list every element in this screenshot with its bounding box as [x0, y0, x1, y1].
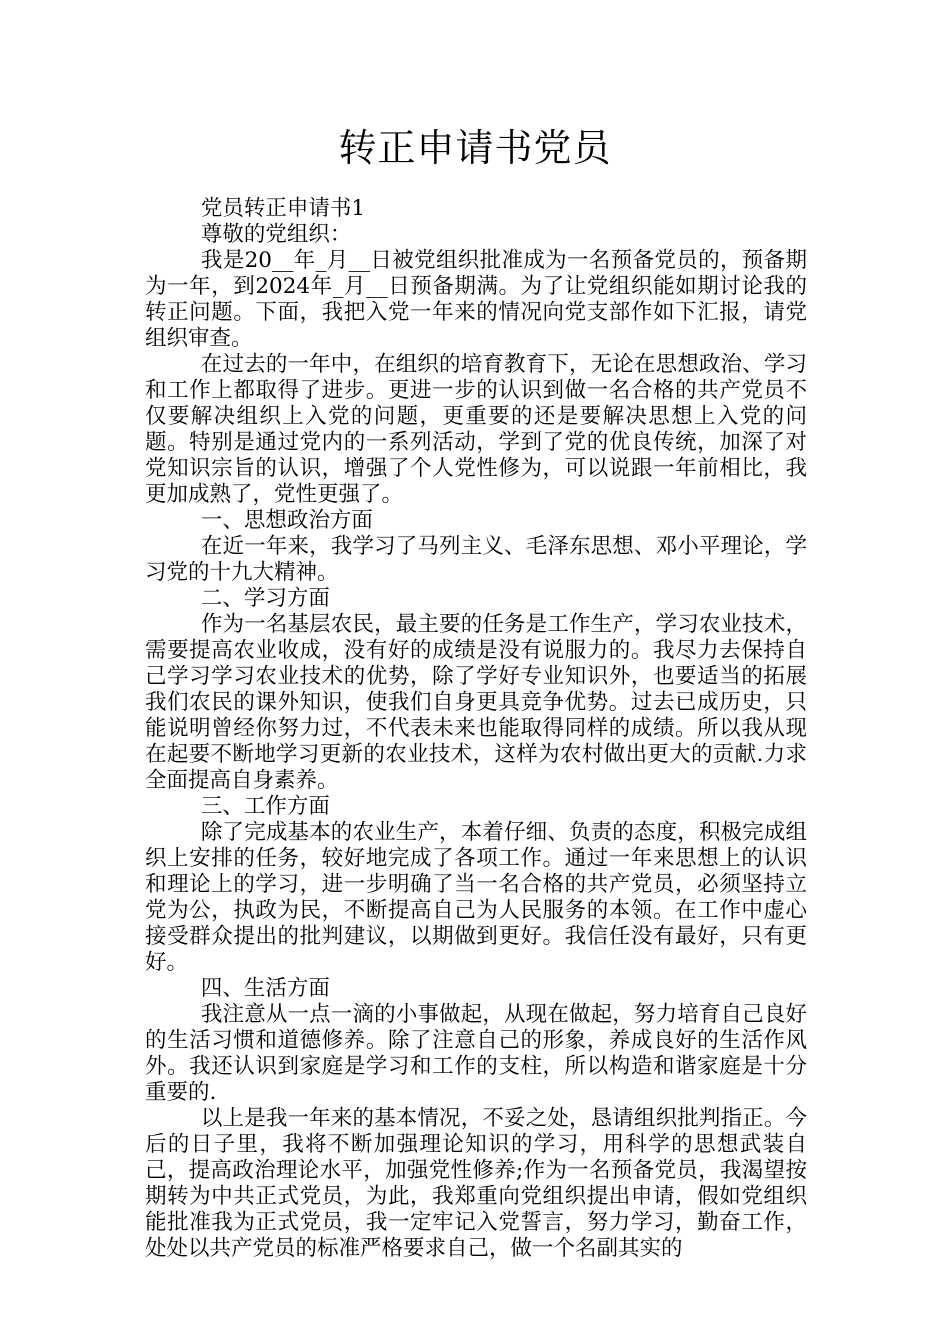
- paragraph: 除了完成基本的农业生产，本着仔细、负责的态度，积极完成组织上安排的任务，较好地完成了各项工作。通过一年来思想上的认识和理论上的学习，进一步明确了当一名合格的共产党员，必须坚持立党为公，执政为民，不断提高自己为人民服务的本领。在工作中虚心接受群众提出的批判建议，以期做到更好。我信任没有最好，只有更好。: [145, 820, 807, 975]
- document-title: 转正申请书党员: [338, 126, 612, 170]
- paragraph: 以上是我一年来的基本情况，不妥之处，恳请组织批判指正。今后的日子里，我将不断加强理论知识的学习，用科学的思想武装自己，提高政治理论水平，加强党性修养;作为一名预备党员，我渴望按期转为中共正式党员，为此，我郑重向党组织提出申请，假如党组织能批准我为正式党员，我一定牢记入党誓言，努力学习，勤奋工作，处处以共产党员的标准严格要求自己，做一个名副其实的: [145, 1106, 807, 1261]
- section-heading: 二、学习方面: [200, 586, 330, 611]
- paragraph-heading: 党员转正申请书1: [200, 196, 366, 221]
- section-heading: 四、生活方面: [200, 976, 330, 1001]
- paragraph: 我注意从一点一滴的小事做起，从现在做起，努力培育自己良好的生活习惯和道德修养。除了注意自己的形象，养成良好的生活作风外。我还认识到家庭是学习和工作的支柱，所以构造和谐家庭是十分重要的.: [145, 1002, 807, 1105]
- paragraph: 作为一名基层农民，最主要的任务是工作生产，学习农业技术，需要提高农业收成，没有好的成绩是没有说服力的。我尽力去保持自己学习学习农业技术的优势，除了学好专业知识外，也要适当的拓展我们农民的课外知识，使我们自身更具竞争优势。过去已成历史，只能说明曾经你努力过，不代表未来也能取得同样的成绩。所以我从现在起要不断地学习更新的农业技术，这样为农村做出更大的贡献.力求全面提高自身素养。: [145, 612, 807, 793]
- document-body: [145, 196, 807, 1262]
- paragraph: 我是20__年_月__日被党组织批准成为一名预备党员的，预备期为一年，到2024年_月__日预备期满。为了让党组织能如期讨论我的转正问题。下面，我把入党一年来的情况向党支部作如下汇报，请党组织审查。: [145, 248, 807, 351]
- section-heading: 三、工作方面: [200, 794, 330, 819]
- paragraph: 在过去的一年中，在组织的培育教育下，无论在思想政治、学习和工作上都取得了进步。更进一步的认识到做一名合格的共产党员不仅要解决组织上入党的问题，更重要的还是要解决思想上入党的问题。特别是通过党内的一系列活动，学到了党的优良传统，加深了对党知识宗旨的认识，增强了个人党性修为，可以说跟一年前相比，我更加成熟了，党性更强了。: [145, 352, 807, 507]
- paragraph-salutation: 尊敬的党组织：: [200, 222, 352, 247]
- section-heading: 一、思想政治方面: [200, 508, 373, 533]
- paragraph: 在近一年来，我学习了马列主义、毛泽东思想、邓小平理论，学习党的十九大精神。: [145, 534, 807, 585]
